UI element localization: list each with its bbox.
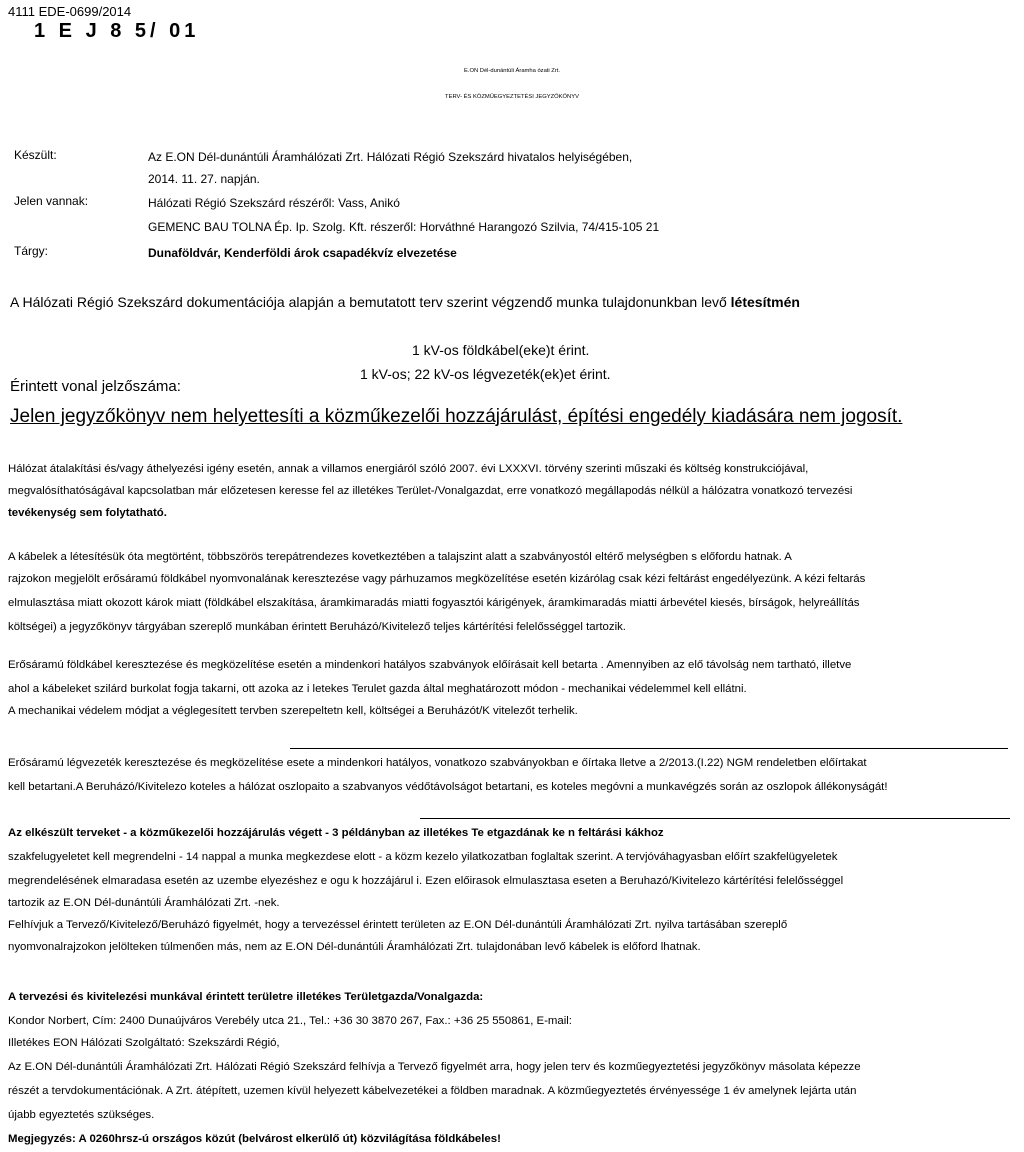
p6-line: újabb egyeztetés szükséges. xyxy=(8,1109,155,1121)
p5-line: tartozik az E.ON Dél-dunántúli Áramhálózati Zrt. -nek. xyxy=(8,897,280,909)
keszult-value-line2: 2014. 11. 27. napján. xyxy=(148,172,260,186)
p5-line: Az elkészült terveket - a közműkezelői hozzájárulás végett - 3 példányban az illetékes Te etgazdának ke n feltárási kákhoz xyxy=(8,827,664,839)
p5-line: nyomvonalrajzokon jelölteken túlmenően más, nem az E.ON Dél-dunántúli Áramhálózati Zrt. tulajdonában levő kábelek is előford lhatnak. xyxy=(8,941,701,953)
p6-line: Az E.ON Dél-dunántúli Áramhálózati Zrt. Hálózati Régió Szekszárd felhívja a Tervező figyelmét arra, hogy jelen terv és kozműegyeztetési jegyzőkönyv másolata képezze xyxy=(8,1061,861,1073)
erintett-vonal-label: Érintett vonal jelzőszáma: xyxy=(10,378,181,395)
jelen-vannak-line2: GEMENC BAU TOLNA Ép. Ip. Szolg. Kft. részeről: Horváthné Harangozó Szilvia, 74/415-105 21 xyxy=(148,220,660,234)
divider xyxy=(290,748,1008,749)
targy-label: Tárgy: xyxy=(14,244,49,258)
keszult-value-line1: Az E.ON Dél-dunántúli Áramhálózati Zrt. Hálózati Régió Szekszárd hivatalos helyiségében, xyxy=(148,150,633,164)
p6-line: részét a tervdokumentációnak. A Zrt. átépített, uzemen kívül helyezett kábelvezetékei a földben maradnak. A közműegyeztetés érvényessége 1 év amelynek lejárta után xyxy=(8,1085,857,1097)
p1-line: megvalósíthatóságával kapcsolatban már előzetesen keresse fel az illetékes Terület-/Vonalgazdat, erre vonatkozó megállapodás nélkül a hálózatra vonatkozó tervezési xyxy=(8,485,853,497)
intro-bold-text: létesítmén xyxy=(730,294,800,310)
p1-line: Hálózat átalakítási és/vagy áthelyezési igény esetén, annak a villamos energiáról szóló 2007. évi LXXXVI. törvény szerinti műszaki és költség konstrukciójával, xyxy=(8,463,809,475)
notice-line: Jelen jegyzőkönyv nem helyettesíti a közműkezelői hozzájárulást, építési engedély kiadására nem jogosít. xyxy=(10,406,903,427)
p3-line: ahol a kábeleket szilárd burkolat fogja takarni, ott azoka az i letekes Terulet gazda által meghatározott módon - mechanikai védelemmel kell ellátni. xyxy=(8,683,747,695)
intro-text: A Hálózati Régió Szekszárd dokumentációja alapján a bemutatott terv szerint végzendő munka tulajdonunkban levő xyxy=(10,294,727,310)
p5-line: megrendelésének elmaradasa esetén az uzembe elyezéshez e ogu k hozzájárul i. Ezen előirasok elmulasztasa eseten a Beruhazó/Kivitelezo kártérítési felelősséggel xyxy=(8,875,844,887)
divider xyxy=(420,818,1010,819)
intro-paragraph xyxy=(10,294,800,310)
p2-line: A kábelek a létesítésük óta megtörtént, többszörös terepátrendezes kovetkeztében a talajszint alatt a szabványostól eltérő melységben s előfordu hatnak. A xyxy=(8,551,792,563)
document-code: 1 E J 8 5/ 01 xyxy=(34,20,200,42)
p6-line: A tervezési és kivitelezési munkával érintett területre illetékes Területgazda/Vonalgazda: xyxy=(8,991,484,1003)
jelen-vannak-line1: Hálózati Régió Szekszárd részéről: Vass, Anikó xyxy=(148,196,400,210)
p4-line: Erősáramú légvezeték keresztezése és megközelítése esete a mindenkori hatályos, vonatkozo szabványokban e őírtaka lletve a 2/2013.(I.22) NGM rendeletben előírtakat xyxy=(8,757,867,769)
company-title: E.ON Dél-dunántúli Áramha ózati Zrt. xyxy=(463,68,560,74)
p3-line: A mechanikai védelem módjat a véglegesített tervben szerepeltetn kell, költségei a Beruházót/K vitelezőt terhelik. xyxy=(8,705,578,717)
p4-line: kell betartani.A Beruházó/Kivitelezo koteles a hálózat oszlopaito a szabvanyos védőtávolságot betartani, es koteles megóvni a munkavégzés során az oszlopok állékonyságát! xyxy=(8,781,888,793)
p5-line: Felhívjuk a Tervező/Kivitelező/Beruházó figyelmét, hogy a tervezéssel érintett területen az E.ON Dél-dunántúli Áramhálózati Zrt. nyilva tartásában szereplő xyxy=(8,919,788,931)
document-title: TERV- ÉS KÖZMŰEGYEZTETÉSI JEGYZŐKÖNYV xyxy=(445,94,579,100)
megjegyzes-note: Megjegyzés: A 0260hrsz-ú országos közút (belvárost elkerülő út) közvilágítása földkábeles! xyxy=(8,1133,501,1145)
p2-line: költségei) a jegyzőkönyv tárgyában szereplő munkában érintett Beruházó/Kivitelező teljes kártérítési felelősséggel tartozik. xyxy=(8,621,626,633)
p3-line: Erősáramú földkábel keresztezése és megközelítése esetén a mindenkori hatályos szabványok előírásait kell betarta . Amennyiben az elő távolság nem tartható, illetve xyxy=(8,659,852,671)
keszult-label: Készült: xyxy=(14,148,57,162)
p2-line: elmulasztása miatt okozott károk miatt (földkábel elszakítása, áramkimaradás miatti fogyasztói kárigények, áramkimaradás miatti árbevétel kiesés, bírságok, helyreállítás xyxy=(8,597,860,609)
p5-line: szakfelugyeletet kell megrendelni - 14 nappal a munka megkezdese elott - a közm kezelo yilatkozatban foglaltak szerint. A tervjóváhagyasban előírt szakfelügyeletek xyxy=(8,851,838,863)
p6-line: Kondor Norbert, Cím: 2400 Dunaújváros Verebély utca 21., Tel.: +36 30 3870 267, Fax.: +36 25 550861, E-mail: xyxy=(8,1015,572,1027)
p1-line: tevékenység sem folytatható. xyxy=(8,507,167,519)
p6-line: Illetékes EON Hálózati Szolgáltató: Szekszárdi Régió, xyxy=(8,1037,280,1049)
jelen-vannak-label: Jelen vannak: xyxy=(14,194,89,208)
foldkabel-line: 1 kV-os földkábel(eke)t érint. xyxy=(412,342,590,358)
legvezetek-line: 1 kV-os; 22 kV-os légvezeték(ek)et érint. xyxy=(360,366,611,382)
document-reference-number: 4111 EDE-0699/2014 xyxy=(8,4,132,19)
p2-line: rajzokon megjelölt erősáramú földkábel nyomvonalának keresztezése vagy párhuzamos megközelítése esetén kizárólag csak kézi feltárást engedélyezünk. A kézi feltarás xyxy=(8,573,866,585)
targy-value: Dunaföldvár, Kenderföldi árok csapadékvíz elvezetése xyxy=(148,246,457,260)
